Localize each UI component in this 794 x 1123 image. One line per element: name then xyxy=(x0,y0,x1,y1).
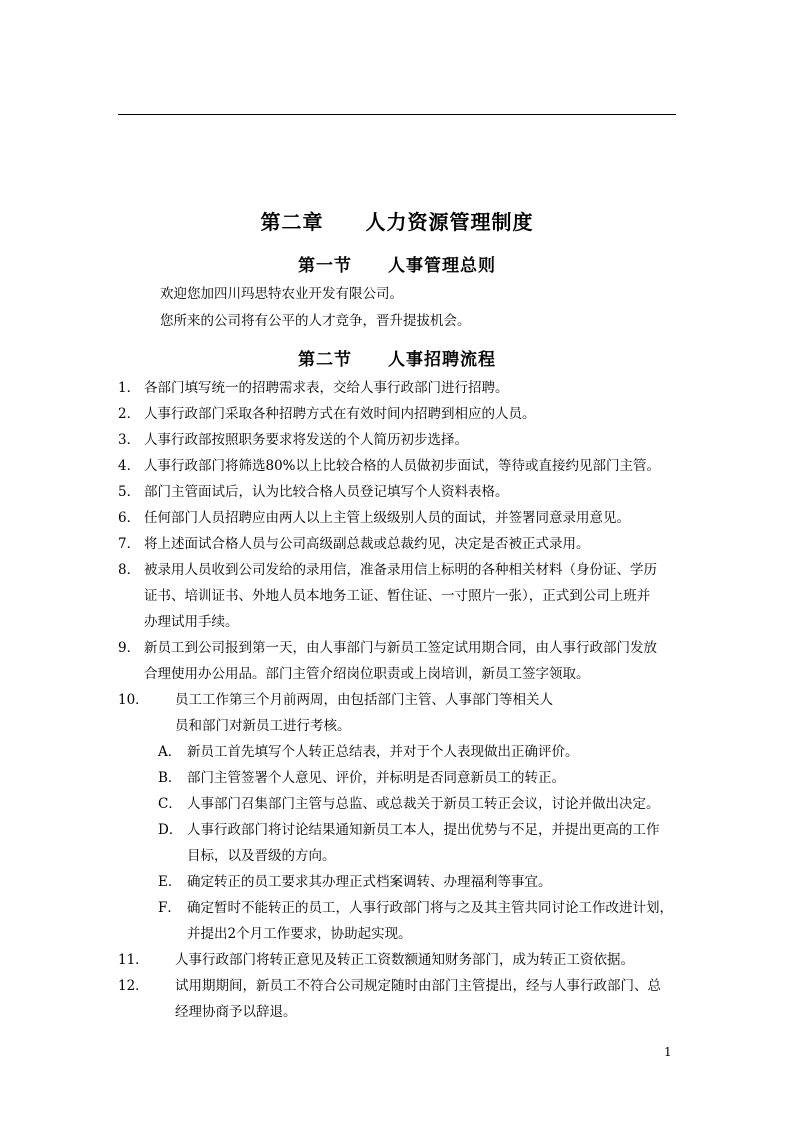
list-item-text: 部门主管面试后，认为比较合格人员登记填写个人资料表格。 xyxy=(144,484,509,500)
list-item-number: 5． xyxy=(118,484,141,500)
list-item-number: 10． xyxy=(118,692,149,708)
paragraph: 欢迎您加四川玛思特农业开发有限公司。 xyxy=(160,286,403,302)
list-item-number: 11． xyxy=(118,952,149,968)
list-item-continuation: 员和部门对新员工进行考核。 xyxy=(175,718,351,734)
list-item-text: 将上述面试合格人员与公司高级副总裁或总裁约见，决定是否被正式录用。 xyxy=(144,536,590,552)
list-item-number: 12． xyxy=(118,978,149,994)
list-item-text: 员工工作第三个月前两周，由包括部门主管、人事部门等相关人 xyxy=(175,692,553,708)
section-title-recruitment: 第二节 人事招聘流程 xyxy=(298,350,496,370)
header-rule xyxy=(118,114,676,115)
list-item-continuation: 办理试用手续。 xyxy=(144,614,239,630)
list-item-number: 6． xyxy=(118,510,141,526)
list-item-text: 人事行政部按照职务要求将发送的个人简历初步选择。 xyxy=(144,432,468,448)
list-item-text: 人事行政部门将转正意见及转正工资数额通知财务部门，成为转正工资依据。 xyxy=(175,952,634,968)
list-item-number: 7． xyxy=(118,536,141,552)
sub-item-letter: D． xyxy=(158,822,183,838)
sub-item-text: 确定转正的员工要求其办理正式档案调转、办理福利等事宜。 xyxy=(187,874,552,890)
sub-item-letter: C． xyxy=(158,796,182,812)
list-item-number: 4． xyxy=(118,458,141,474)
sub-item-letter: E． xyxy=(158,874,182,890)
list-item-number: 9． xyxy=(118,640,141,656)
list-item-number: 2． xyxy=(118,406,141,422)
list-item-number: 1． xyxy=(118,380,141,396)
paragraph: 您所来的公司将有公平的人才竞争，晋升提拔机会。 xyxy=(160,313,471,329)
list-item-continuation: 证书、培训证书、外地人员本地务工证、暂住证、一寸照片一张），正式到公司上班并 xyxy=(144,588,651,604)
list-item-continuation: 经理协商予以辞退。 xyxy=(175,1004,297,1020)
list-item-continuation: 合理使用办公用品。部门主管介绍岗位职责或上岗培训，新员工签字领取。 xyxy=(144,666,590,682)
sub-item-text: 人事部门召集部门主管与总监、或总裁关于新员工转正会议，讨论并做出决定。 xyxy=(187,796,660,812)
list-item-text: 人事行政部门采取各种招聘方式在有效时间内招聘到相应的人员。 xyxy=(144,406,536,422)
sub-item-text: 部门主管签署个人意见、评价，并标明是否同意新员工的转正。 xyxy=(187,770,565,786)
section-title-general: 第一节 人事管理总则 xyxy=(298,256,496,276)
list-item-text: 任何部门人员招聘应由两人以上主管上级级别人员的面试，并签署同意录用意见。 xyxy=(144,510,630,526)
list-item-number: 8． xyxy=(118,562,141,578)
page-number: 1 xyxy=(664,1045,672,1059)
sub-item-letter: F． xyxy=(158,900,181,916)
chapter-title: 第二章 人力资源管理制度 xyxy=(260,210,534,234)
sub-item-continuation: 并提出2个月工作要求，协助起实现。 xyxy=(187,926,412,942)
list-item-text: 新员工到公司报到第一天，由人事部门与新员工签定试用期合同，由人事行政部门发放 xyxy=(144,640,657,656)
sub-item-text: 确定暂时不能转正的员工，人事行政部门将与之及其主管共同讨论工作改进计划， xyxy=(187,900,673,916)
list-item-number: 3． xyxy=(118,432,141,448)
sub-item-continuation: 目标，以及晋级的方向。 xyxy=(187,848,336,864)
list-item-text: 各部门填写统一的招聘需求表，交给人事行政部门进行招聘。 xyxy=(144,380,509,396)
sub-item-text: 人事行政部门将讨论结果通知新员工本人，提出优势与不足，并提出更高的工作 xyxy=(187,822,660,838)
list-item-text: 试用期期间，新员工不符合公司规定随时由部门主管提出，经与人事行政部门、总 xyxy=(175,978,661,994)
sub-item-letter: B． xyxy=(158,770,182,786)
list-item-text: 被录用人员收到公司发给的录用信，准备录用信上标明的各种相关材料（身份证、学历 xyxy=(144,562,657,578)
list-item-text: 人事行政部门将筛选80%以上比较合格的人员做初步面试，等待或直接约见部门主管。 xyxy=(144,458,661,474)
sub-item-text: 新员工首先填写个人转正总结表，并对于个人表现做出正确评价。 xyxy=(187,744,579,760)
sub-item-letter: A． xyxy=(158,744,182,760)
